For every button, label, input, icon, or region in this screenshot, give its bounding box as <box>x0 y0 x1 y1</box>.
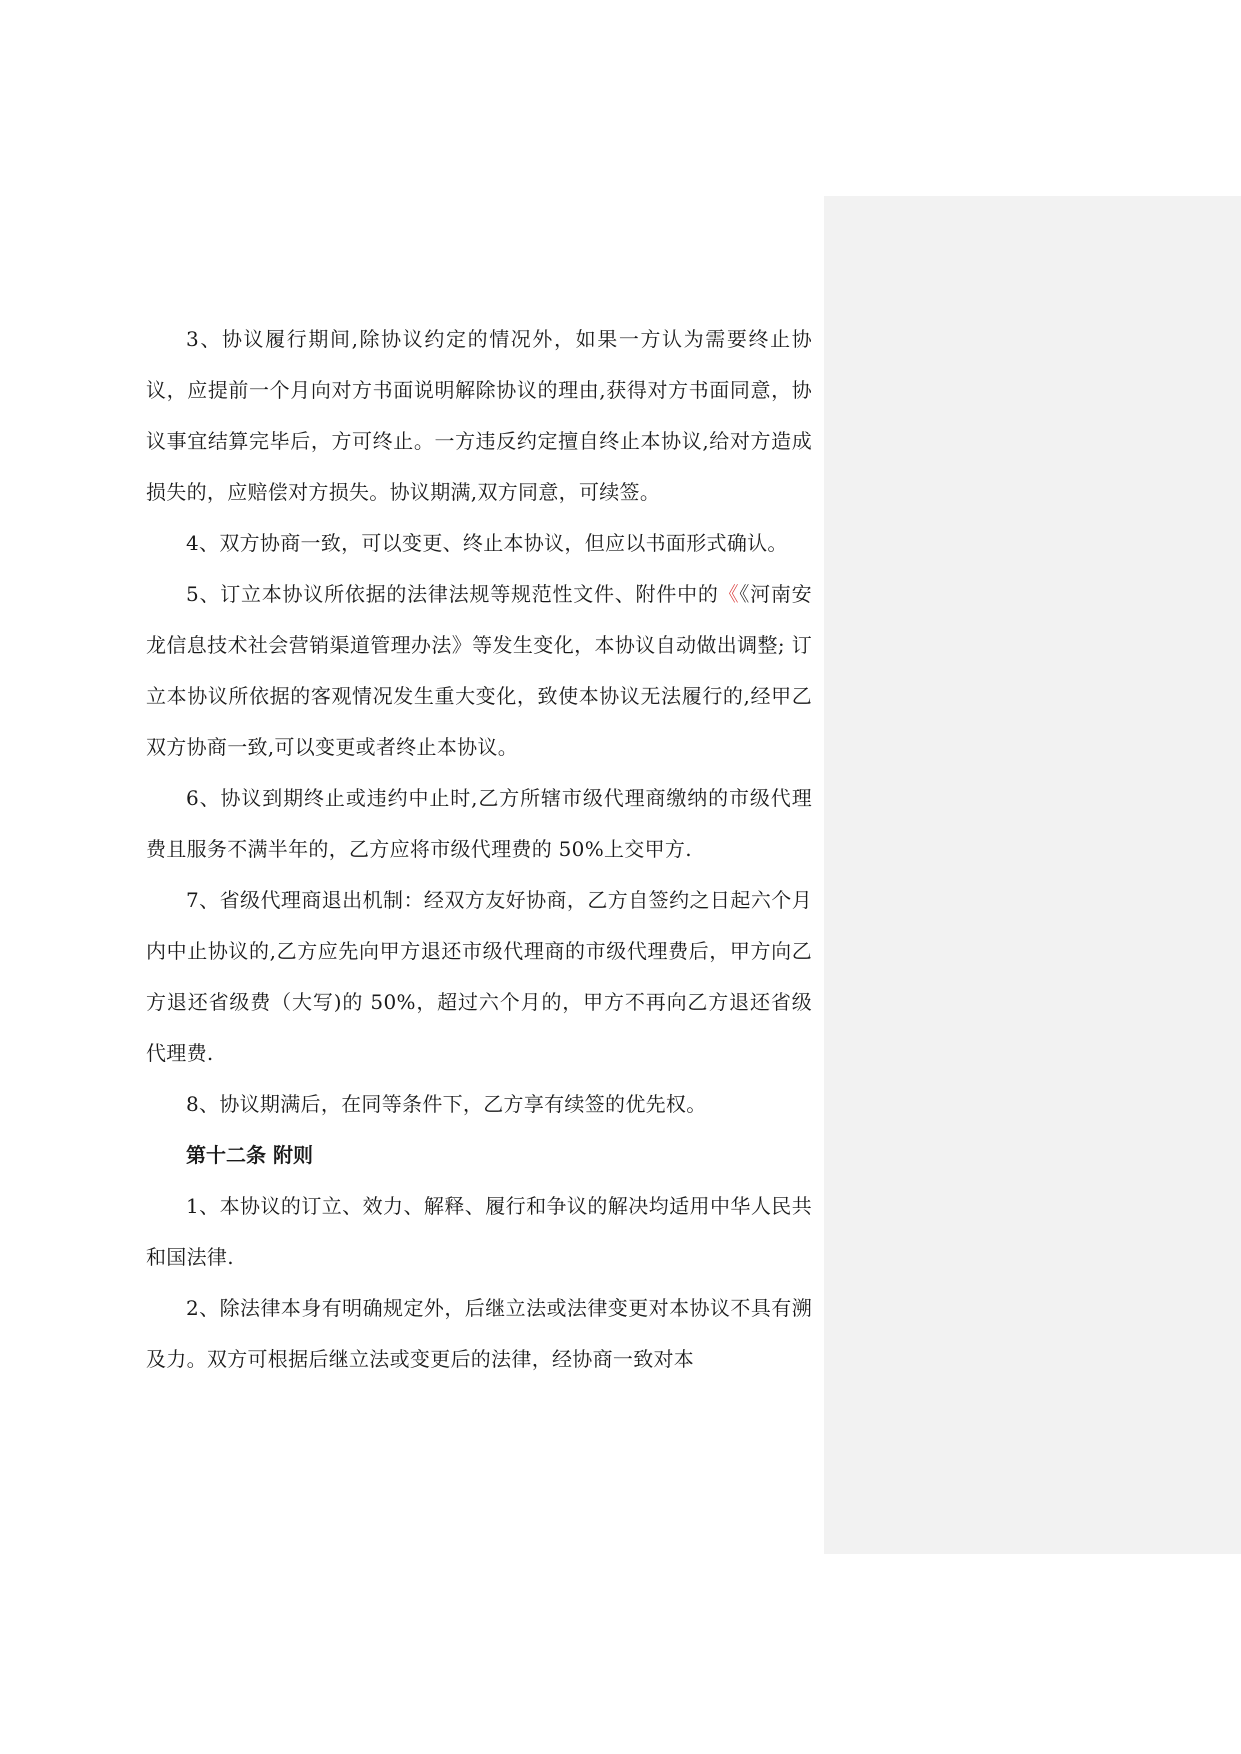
paragraph-retroactivity: 2、除法律本身有明确规定外，后继立法或法律变更对本协议不具有溯及力。双方可根据后继立法或变更后的法律，经协商一致对本 <box>146 1296 812 1371</box>
comment-margin-pane <box>824 196 1241 1554</box>
paragraph-mutual-change: 4、双方协商一致，可以变更、终止本协议，但应以书面形式确认。 <box>186 531 788 555</box>
paragraph-city-agent-fee: 6、协议到期终止或违约中止时,乙方所辖市级代理商缴纳的市级代理费且服务不满半年的，乙方应将市级代理费的 50%上交甲方. <box>146 786 812 861</box>
paragraph-law-change-end: 《河南安龙信息技术社会营销渠道管理办法》等发生变化，本协议自动做出调整; 订立本协议所依据的客观情况发生重大变化，致使本协议无法履行的,经甲乙双方协商一致,可以变更或者终止本协议。 <box>146 582 812 759</box>
paragraph-law-change-start: 5、订立本协议所依据的法律法规等规范性文件、附件中的 <box>186 582 719 606</box>
paragraph-law-change <box>146 569 812 773</box>
paragraph-governing-law: 1、本协议的订立、效力、解释、履行和争议的解决均适用中华人民共和国法律. <box>146 1194 812 1269</box>
revision-mark: 《 <box>718 582 740 606</box>
paragraph-exit-mechanism: 7、省级代理商退出机制：经双方友好协商，乙方自签约之日起六个月内中止协议的,乙方应先向甲方退还市级代理商的市级代理费后，甲方向乙方退还省级费（大写)的 50%，超过六个月的，甲方不再向乙方退还省级代理费. <box>146 888 812 1065</box>
section-heading: 第十二条 附则 <box>186 1143 313 1167</box>
document-body <box>146 314 812 1385</box>
paragraph-termination-notice: 3、协议履行期间,除协议约定的情况外，如果一方认为需要终止协议，应提前一个月向对方书面说明解除协议的理由,获得对方书面同意，协议事宜结算完毕后，方可终止。一方违反约定擅自终止本协议,给对方造成损失的，应赔偿对方损失。协议期满,双方同意，可续签。 <box>146 327 812 504</box>
paragraph-renewal-priority: 8、协议期满后，在同等条件下，乙方享有续签的优先权。 <box>186 1092 707 1116</box>
